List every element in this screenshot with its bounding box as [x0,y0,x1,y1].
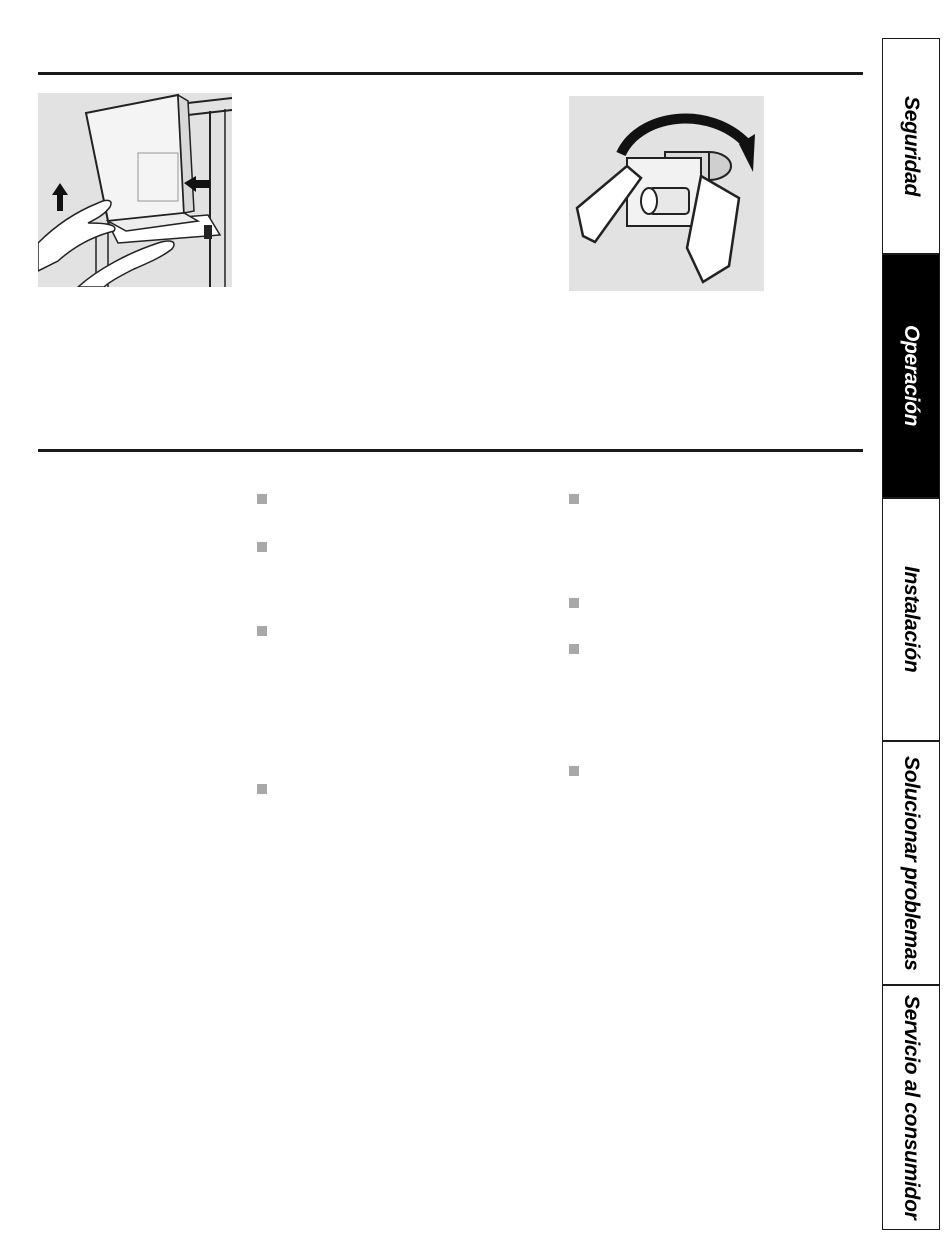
list-bullet [257,542,267,552]
list-bullet [569,766,579,776]
list-bullet [257,494,267,504]
list-bullet [257,784,267,794]
list-bullet [569,598,579,608]
tab-label: Solucionar problemas [900,755,923,971]
rotating-bracket-illustration [569,96,764,291]
drawer-removal-drawing [38,93,232,287]
list-bullet [257,626,267,636]
tab-label: Instalación [900,566,923,673]
bracket-drawing [569,96,764,291]
tab-label: Servicio al consumidor [900,995,923,1220]
tab-solucionar-problemas[interactable] [882,741,940,985]
list-bullet [569,644,579,654]
hands-lifting-drawer-illustration [38,93,232,287]
tab-label: Seguridad [900,96,923,196]
tab-label: Operación [900,325,923,427]
tab-servicio-al-consumidor[interactable] [882,985,940,1230]
section-divider-middle [38,449,863,452]
section-tabs [882,10,940,1230]
section-divider-top [38,72,863,75]
tab-seguridad[interactable] [882,38,940,254]
tab-operacion[interactable] [882,254,940,498]
list-bullet [569,494,579,504]
tab-instalacion[interactable] [882,498,940,741]
